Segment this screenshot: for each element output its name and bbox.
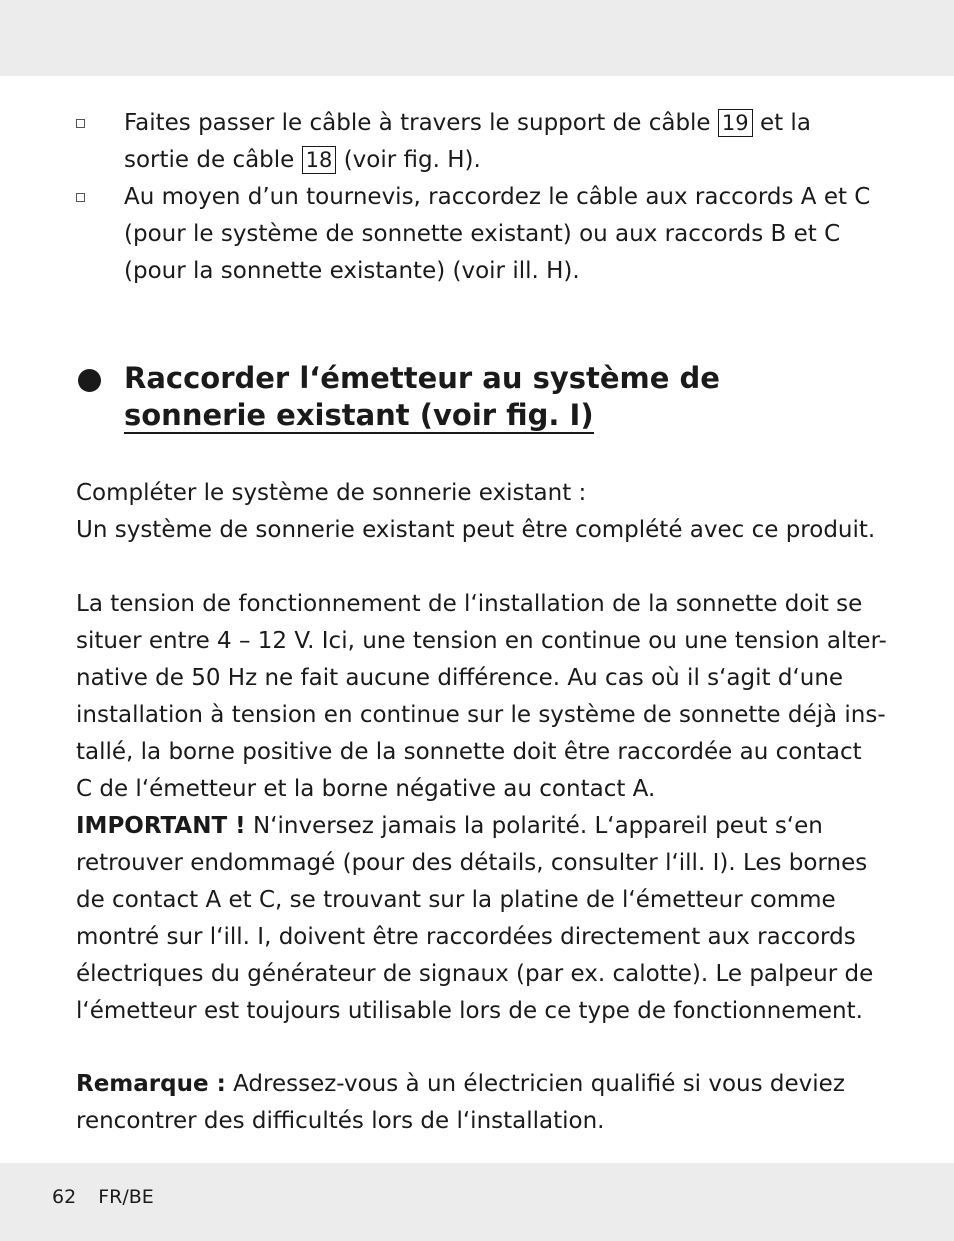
bullet-text: et la: [759, 110, 811, 136]
paragraph-line: native de 50 Hz ne fait aucune différence. Au cas où il s‘agit d‘une: [76, 665, 844, 691]
locale-label: FR/BE: [98, 1186, 154, 1208]
heading-bullet-icon: [78, 369, 101, 392]
remark-line: [76, 1066, 876, 1103]
reference-number: 19: [718, 109, 753, 137]
paragraph-line: électriques du générateur de signaux (par ex. calotte). Le palpeur de: [76, 961, 874, 987]
paragraph-line: situer entre 4 – 12 V. Ici, une tension en continue ou une tension alter-: [76, 628, 887, 654]
checkbox-icon: [76, 119, 85, 128]
bullet-text: Faites passer le câble à travers le support de câble: [124, 110, 711, 136]
bullet-text: (pour le système de sonnette existant) ou aux raccords B et C: [124, 221, 841, 247]
bullet-text: Au moyen d’un tournevis, raccordez le câble aux raccords A et C: [124, 184, 871, 210]
page-number: 62: [52, 1186, 77, 1208]
paragraph-line: retrouver endommagé (pour des détails, consulter l‘ill. I). Les bornes: [76, 850, 868, 876]
bullet-text: (pour la sonnette existante) (voir ill. H).: [124, 258, 580, 284]
paragraph-line: La tension de fonctionnement de l‘installation de la sonnette doit se: [76, 591, 863, 617]
paragraph-line: l‘émetteur est toujours utilisable lors de ce type de fonctionnement.: [76, 998, 863, 1024]
tension-paragraph: [76, 586, 887, 1030]
heading-line: Raccorder l‘émetteur au système de: [124, 361, 720, 395]
paragraph-text: N‘inversez jamais la polarité. L‘appareil peut s‘en: [245, 813, 823, 839]
paragraph-line: montré sur l‘ill. I, doivent être raccordées directement aux raccords: [76, 924, 856, 950]
reference-number: 18: [302, 146, 337, 174]
remark-paragraph: [76, 1066, 876, 1140]
paragraph-line: rencontrer des difficultés lors de l‘installation.: [76, 1108, 605, 1134]
page-footer: [52, 1186, 170, 1208]
heading-line: sonnerie existant (voir fig. I): [124, 398, 594, 432]
bullet-text: (voir fig. H).: [343, 147, 481, 173]
bullet-text: sortie de câble: [124, 147, 295, 173]
paragraph-line: de contact A et C, se trouvant sur la platine de l‘émetteur comme: [76, 887, 836, 913]
paragraph-line: C de l‘émetteur et la borne négative au contact A.: [76, 776, 656, 802]
paragraph-line: Compléter le système de sonnerie existant :: [76, 480, 587, 506]
list-item: [76, 179, 876, 290]
list-item: [76, 105, 876, 179]
section-heading: [124, 360, 884, 434]
header-band: [0, 0, 954, 76]
paragraph-line: tallé, la borne positive de la sonnette doit être raccordée au contact: [76, 739, 862, 765]
paragraph-text: Adressez-vous à un électricien qualifié si vous deviez: [225, 1071, 845, 1097]
intro-paragraph: [76, 475, 876, 549]
checkbox-icon: [76, 193, 85, 202]
paragraph-line: Un système de sonnerie existant peut être complété avec ce produit.: [76, 517, 876, 543]
important-label: IMPORTANT !: [76, 813, 246, 839]
remark-label: Remarque :: [76, 1071, 226, 1097]
important-line: [76, 808, 876, 845]
paragraph-line: installation à tension en continue sur le système de sonnette déjà ins-: [76, 702, 886, 728]
